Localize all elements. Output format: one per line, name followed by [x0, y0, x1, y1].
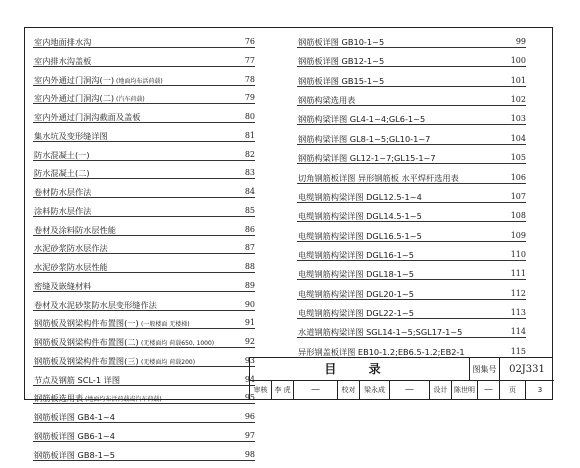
page-label: 页 — [500, 381, 526, 400]
toc-entry — [33, 450, 255, 461]
toc-entry-title: 钢筋板详图 GB4-1~4 — [34, 412, 115, 422]
toc-entry-page: 102 — [510, 95, 526, 105]
toc-entry — [297, 231, 526, 242]
toc-entry-page: 91 — [244, 318, 255, 328]
page-value: 3 — [537, 386, 543, 394]
designer-signature: — — [478, 381, 500, 400]
toc-entry — [297, 269, 526, 280]
toc-entry-page: 105 — [510, 153, 526, 163]
signature-row — [250, 381, 554, 400]
toc-entry-title: 电缆钢筋构梁详图 DGL16.5-1~5 — [298, 230, 422, 241]
toc-entry-title: 电缆钢筋构梁详图 DGL12.5-1~4 — [298, 191, 422, 202]
toc-entry — [33, 37, 255, 48]
toc-entry — [33, 150, 255, 161]
toc-entry — [33, 356, 255, 367]
toc-entry-note: (无楼面均 荷载650, 1000) — [141, 340, 215, 347]
toc-entry-title: 电缆钢筋构梁详图 DGL20-1~5 — [298, 288, 414, 299]
toc-entry-page: 88 — [244, 262, 255, 271]
toc-entry-page: 85 — [244, 205, 255, 215]
toc-entry-page: 109 — [510, 230, 526, 240]
toc-entry-page: 113 — [510, 308, 526, 318]
toc-entry — [297, 192, 526, 203]
toc-entry — [33, 75, 255, 86]
toc-entry-title: 钢筋构梁详图 GL4-1~4;GL6-1~5 — [298, 114, 426, 125]
toc-entry-page: 99 — [515, 37, 526, 46]
toc-right-column — [297, 37, 526, 366]
toc-entry-title: 节点及钢筋 SCL-1 详图 — [34, 374, 121, 385]
toc-entry-page: 87 — [244, 243, 255, 253]
toc-entry-title: 钢筋板及钢梁构件布置图(三) — [34, 355, 139, 366]
toc-entry — [297, 56, 526, 67]
toc-entry-title: 钢筋构梁详图 GL12-1~7;GL15-1~7 — [298, 153, 436, 164]
toc-entry-title: 涂料防水层作法 — [34, 205, 92, 216]
toc-entry-page: 103 — [510, 114, 526, 124]
toc-entry — [297, 327, 526, 338]
toc-entry-page: 107 — [510, 191, 526, 201]
designer-label: 设计 — [430, 381, 452, 400]
toc-entry-title: 钢筋板详图 GB10-1~5 — [298, 37, 385, 47]
toc-entry — [33, 93, 255, 104]
toc-entry — [33, 168, 255, 179]
toc-entry — [297, 76, 526, 87]
toc-entry-title: 室内排水沟盖板 — [34, 55, 92, 66]
atlas-number-value: 02J331 — [500, 358, 554, 381]
toc-entry-title: 电缆钢筋构梁详图 DGL18-1~5 — [298, 269, 414, 280]
toc-entry — [33, 206, 255, 217]
toc-entry-title: 集水坑及变形缝详图 — [34, 130, 108, 141]
toc-entry-title: 卷材防水层作法 — [34, 187, 92, 197]
reviewer-signature: — — [294, 381, 338, 400]
toc-entry-page: 106 — [510, 172, 526, 182]
toc-entry-page: 114 — [510, 327, 526, 337]
toc-entry-page: 115 — [510, 346, 526, 356]
toc-entry — [33, 262, 255, 273]
toc-entry — [297, 134, 526, 145]
toc-entry-title: 切角钢筋板详图 异形钢筋板 水平焊杆选用表 — [298, 172, 459, 183]
toc-entry-title: 钢筋板及钢梁构件布置图(一) — [34, 318, 139, 329]
toc-entry-page: 101 — [510, 75, 526, 85]
toc-entry — [33, 412, 255, 423]
checker-signature: — — [390, 381, 430, 400]
toc-entry-page: 98 — [244, 449, 255, 459]
checker-name: 梁永成 — [360, 381, 390, 400]
toc-entry — [297, 250, 526, 261]
toc-entry — [297, 308, 526, 319]
toc-entry-page: 94 — [244, 374, 255, 384]
toc-entry — [33, 243, 255, 254]
toc-entry-note: (地面均布活荷载) — [116, 77, 163, 85]
toc-entry-page: 79 — [244, 93, 255, 103]
toc-entry — [297, 173, 526, 184]
toc-entry-page: 110 — [510, 249, 526, 259]
toc-entry-title: 水泥砂浆防水层作法 — [34, 243, 108, 254]
toc-entry-title: 钢筋构梁详图 GL8-1~5;GL10-1~7 — [298, 133, 431, 144]
toc-entry-page: 80 — [244, 112, 255, 121]
toc-entry-title: 异形钢盖板详图 EB10-1.2;EB6.5-1.2;EB2-1 — [298, 346, 465, 357]
checker-label: 校对 — [338, 381, 360, 400]
title-block — [249, 357, 553, 400]
toc-entry — [33, 393, 255, 404]
toc-entry — [297, 153, 526, 164]
toc-entry-page: 78 — [244, 74, 255, 84]
toc-entry-title: 钢筋板详图 GB15-1~5 — [298, 75, 385, 86]
toc-entry — [33, 431, 255, 442]
toc-entry — [297, 37, 526, 48]
toc-entry-title: 室内外通过门洞沟截面及盖板 — [34, 112, 141, 122]
toc-entry — [297, 289, 526, 300]
toc-entry-title: 钢筋板详图 GB12-1~5 — [298, 56, 385, 67]
toc-entry-title: 水泥砂浆防水层性能 — [34, 262, 108, 272]
toc-entry — [297, 211, 526, 222]
toc-entry-page: 90 — [244, 299, 255, 309]
toc-entry-title: 电缆钢筋构梁详图 DGL22-1~5 — [298, 308, 414, 319]
toc-entry — [297, 95, 526, 106]
toc-entry-page: 83 — [244, 168, 255, 178]
toc-entry-page: 76 — [244, 37, 255, 46]
reviewer-name: 李 虎 — [272, 381, 294, 400]
toc-entry-page: 77 — [244, 55, 255, 65]
toc-entry — [33, 318, 255, 329]
toc-entry-title: 卷材及涂料防水层性能 — [34, 224, 116, 235]
toc-entry-page: 111 — [510, 269, 526, 279]
toc-entry-page: 81 — [244, 130, 255, 140]
toc-entry-page: 96 — [244, 412, 255, 421]
toc-entry-page: 100 — [510, 56, 526, 66]
toc-entry-note: (无楼面均 荷载200) — [141, 358, 196, 366]
toc-entry — [33, 337, 255, 348]
toc-entry-title: 密缝及嵌缝材料 — [34, 280, 92, 291]
toc-entry-title: 钢筋板详图 GB8-1~5 — [34, 449, 115, 460]
toc-entry — [33, 281, 255, 292]
toc-entry-title: 电缆钢筋构梁详图 DGL14.5-1~5 — [298, 211, 422, 222]
toc-entry-page: 97 — [244, 430, 255, 440]
toc-entry-page: 86 — [244, 224, 255, 234]
toc-entry-page: 82 — [244, 149, 255, 159]
toc-entry — [33, 56, 255, 67]
toc-left-column — [33, 37, 255, 468]
toc-entry-note: (一般楼面 无楼梯) — [141, 321, 190, 329]
toc-entry-page: 92 — [244, 337, 255, 346]
toc-entry-note: (地面均布活荷载或汽车荷载) — [85, 396, 162, 404]
toc-entry — [33, 225, 255, 236]
toc-entry-page: 108 — [510, 211, 526, 221]
toc-entry-title: 室内外通过门洞沟(二) — [34, 93, 115, 104]
toc-entry-title: 钢筋板选用表 — [34, 393, 84, 404]
toc-entry — [33, 112, 255, 123]
designer-name: 陈世明 — [452, 381, 478, 400]
toc-entry-title: 室内地面排水沟 — [34, 37, 92, 47]
toc-entry — [297, 114, 526, 125]
toc-entry — [33, 375, 255, 386]
toc-entry-title: 电缆钢筋构梁详图 DGL16-1~5 — [298, 249, 414, 260]
toc-entry-title: 卷材及水泥砂浆防水层变形缝作法 — [34, 299, 157, 310]
toc-entry-title: 钢筋板及钢梁构件布置图(二) — [34, 337, 139, 347]
document-title: 目 录 — [250, 358, 470, 381]
toc-entry-title: 室内外通过门洞沟(一) — [34, 74, 115, 85]
toc-entry-page: 93 — [244, 355, 255, 365]
toc-entry-note: (汽车荷载) — [116, 96, 145, 104]
toc-entry-title: 水道钢筋构梁详图 SGL14-1~5;SGL17-1~5 — [298, 327, 463, 338]
toc-entry-title: 钢筋板详图 GB6-1~4 — [34, 430, 115, 441]
toc-entry-title: 防水混凝土(一) — [34, 149, 90, 160]
toc-entry — [33, 300, 255, 311]
toc-entry-page: 95 — [244, 393, 255, 403]
atlas-number-label: 图集号 — [470, 358, 500, 381]
toc-entry-page: 84 — [244, 187, 255, 196]
toc-entry-page: 104 — [510, 133, 526, 143]
reviewer-label: 审核 — [250, 381, 272, 400]
toc-entry — [33, 131, 255, 142]
toc-entry — [33, 187, 255, 198]
toc-entry-page: 89 — [244, 280, 255, 290]
toc-entry-page: 112 — [510, 288, 526, 298]
toc-entry-title: 钢筋构梁选用表 — [298, 95, 356, 106]
toc-entry-title: 防水混凝土(二) — [34, 168, 90, 179]
